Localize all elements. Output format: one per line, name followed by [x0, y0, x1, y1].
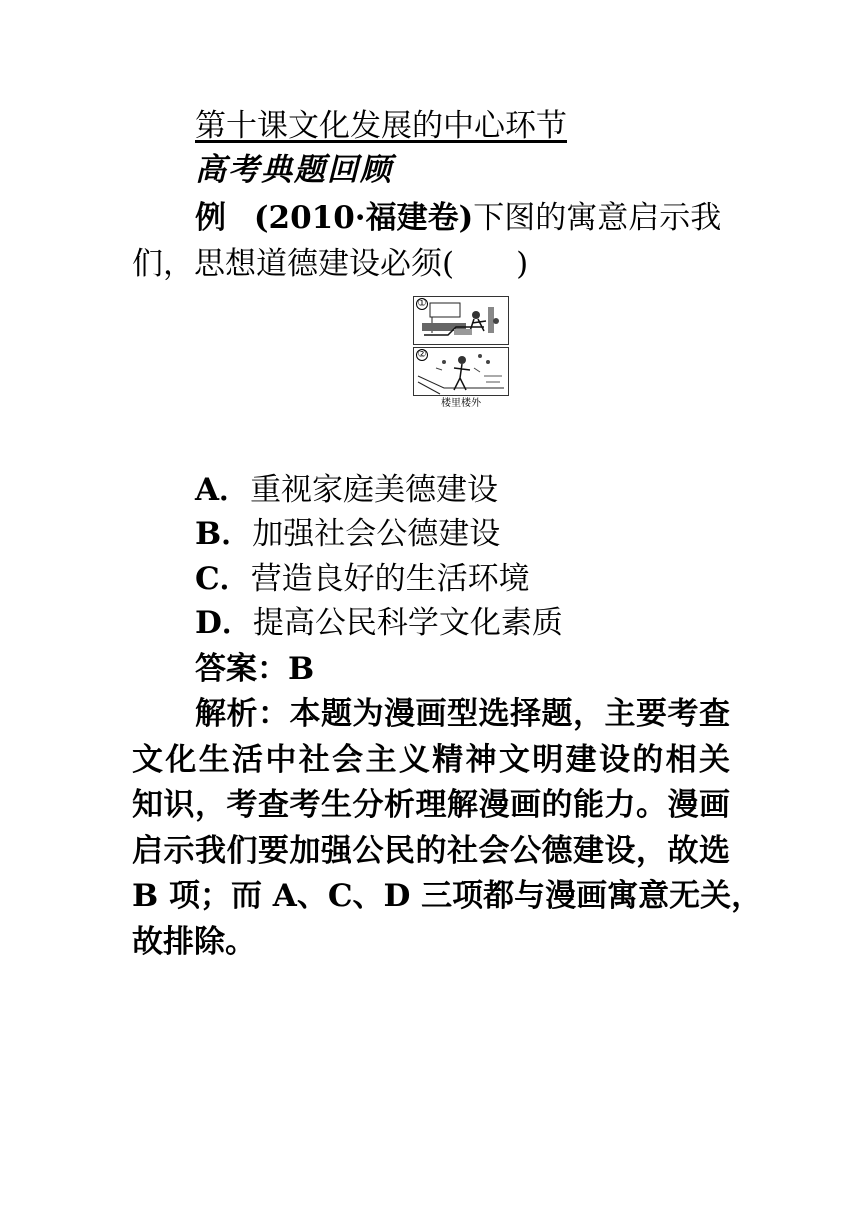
option-text: 营造良好的生活环境	[250, 561, 530, 597]
cartoon-panel-1	[413, 296, 509, 345]
option-letter: D．	[195, 605, 253, 641]
cartoon-panel-2	[413, 347, 509, 396]
section-heading: 高考典题回顾	[195, 152, 393, 188]
option-letter: B．	[195, 516, 253, 552]
question-label: 例	[195, 200, 226, 236]
figure-caption: 楼里楼外	[441, 398, 481, 409]
answer-label: 答案：	[195, 651, 288, 687]
panel-number: ①	[417, 298, 427, 309]
question-line-1	[195, 198, 721, 238]
analysis-line-3: 知识，考查考生分析理解漫画的能力。漫画	[132, 787, 730, 823]
option-d	[195, 603, 563, 643]
analysis-line-4: 启示我们要加强公民的社会公德建设，故选	[132, 833, 730, 869]
analysis-text: 本题为漫画型选择题，主要考查	[289, 696, 730, 732]
question-text-2: 们，思想道德建设必须( )	[132, 246, 529, 282]
question-text-1: 下图的寓意启示我	[473, 200, 722, 236]
page-title: 第十课文化发展的中心环节	[195, 108, 567, 144]
option-a	[195, 470, 498, 510]
analysis-line-5: B 项；而 A、C、D 三项都与漫画寓意无关，	[132, 878, 763, 914]
analysis-line-6: 故排除。	[132, 924, 256, 960]
answer	[195, 649, 314, 689]
option-c	[195, 559, 530, 599]
analysis-label: 解析：	[195, 696, 290, 732]
option-b	[195, 514, 500, 554]
outdoor-scene-illustration	[414, 348, 508, 395]
panel-number: ②	[417, 349, 427, 360]
option-text: 重视家庭美德建设	[250, 472, 499, 508]
analysis-line-1	[195, 694, 730, 734]
analysis-line-2: 文化生活中社会主义精神文明建设的相关	[132, 742, 730, 778]
option-letter: C．	[195, 561, 251, 597]
option-letter: A．	[195, 472, 251, 508]
cartoon-figure	[413, 296, 509, 410]
option-text: 加强社会公德建设	[252, 516, 501, 552]
indoor-scene-illustration	[414, 297, 508, 344]
answer-value: B	[288, 651, 315, 687]
option-text: 提高公民科学文化素质	[252, 605, 563, 641]
question-source: (2010·福建卷)	[253, 200, 474, 236]
